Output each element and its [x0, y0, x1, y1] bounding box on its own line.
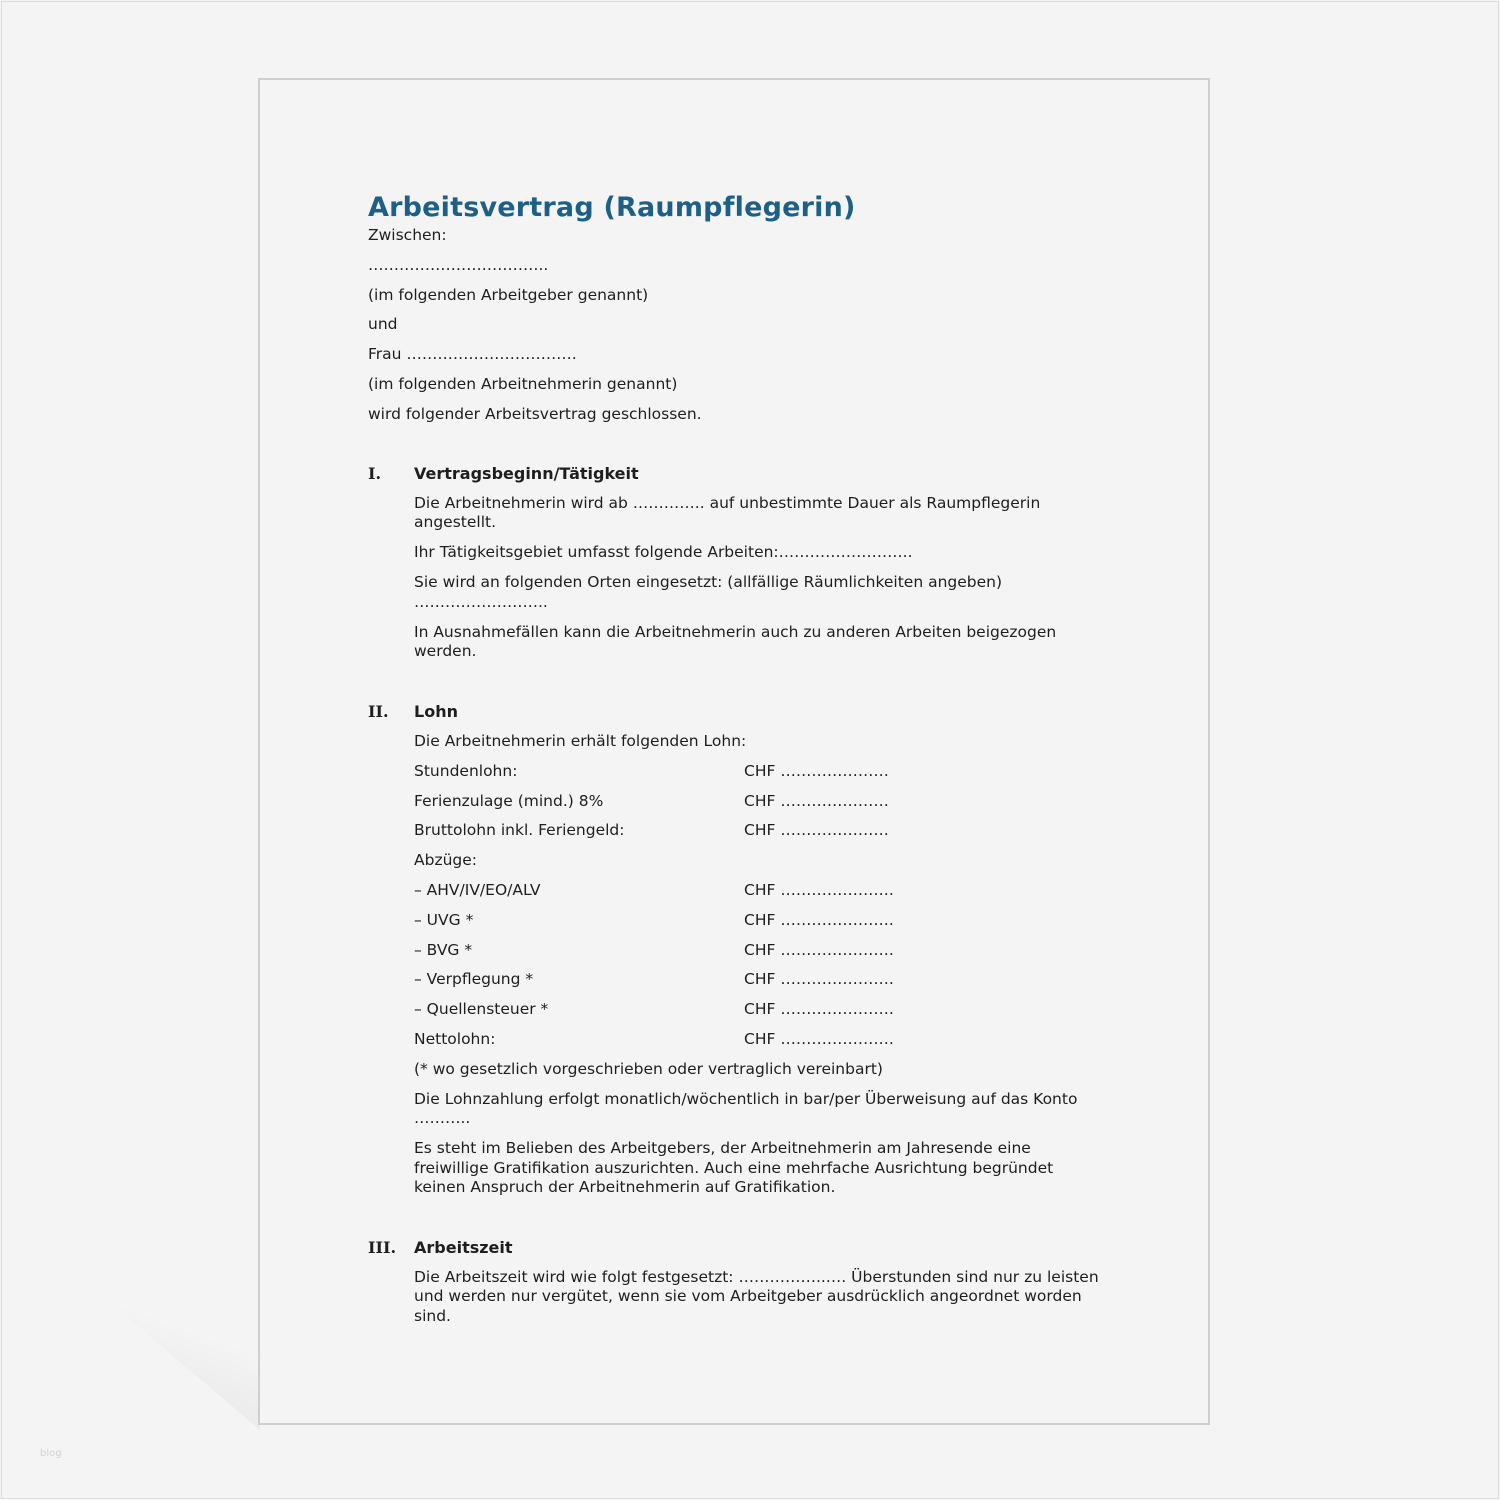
paragraph: In Ausnahmefällen kann die Arbeitnehmerin auch zu anderen Arbeiten beigezogen werden.: [414, 622, 1057, 661]
paragraph: Die Arbeitnehmerin wird ab ………….. auf unbestimmte Dauer als Raumpflegerin angestellt.: [414, 493, 1041, 532]
paragraph: Die Arbeitszeit wird wie folgt festgesetzt: ……………..…. Überstunden sind nur zu leisten und werden nur vergütet, wenn sie vom Arbeitgeber ausdrücklich angeordnet worden sind.: [414, 1267, 1099, 1325]
wage-intro: Die Arbeitnehmerin erhält folgenden Lohn:: [414, 731, 747, 750]
section-number: I.: [368, 463, 382, 483]
section-title: Arbeitszeit: [414, 1237, 513, 1257]
wage-value: CHF …………………: [744, 821, 889, 840]
page-curl-shadow: [90, 1260, 260, 1430]
paragraph: Es steht im Belieben des Arbeitgebers, der Arbeitnehmerin am Jahresende eine freiwillige Gratifikation auszurichten. Auch eine mehrfache Ausrichtung begründet keinen Anspruch der Arbeitnehmerin auf Gratifikation.: [414, 1139, 1054, 1197]
wage-label: Abzüge:: [414, 851, 477, 870]
wage-row: [414, 851, 1108, 871]
paragraph: Ihr Tätigkeitsgebiet umfasst folgende Arbeiten:……………………..: [414, 543, 913, 562]
document-content: [368, 190, 1108, 1337]
section-body: [414, 494, 1108, 662]
wage-row: [414, 821, 1108, 841]
section-title: Lohn: [414, 701, 458, 721]
employer-note: (im folgenden Arbeitgeber genannt): [368, 285, 649, 304]
section-title: Vertragsbeginn/Tätigkeit: [414, 463, 639, 483]
wage-label: – UVG *: [414, 910, 474, 929]
wage-row: [414, 881, 1108, 901]
wage-label: Stundenlohn:: [414, 761, 518, 780]
wage-value: CHF …………………: [744, 791, 889, 810]
wage-footnote: (* wo gesetzlich vorgeschrieben oder vertraglich vereinbart): [414, 1059, 883, 1078]
employer-blank: ……………………………..: [368, 255, 549, 274]
section-lohn: [368, 702, 1108, 1198]
wage-label: – AHV/IV/EO/ALV: [414, 880, 541, 899]
intro-closing: wird folgender Arbeitsvertrag geschlossen.: [368, 404, 702, 423]
section-number: III.: [368, 1237, 397, 1257]
wage-row: [414, 1000, 1108, 1020]
wage-label: Nettolohn:: [414, 1029, 496, 1048]
wage-value: CHF ………………….: [744, 1000, 894, 1019]
wage-label: – Quellensteuer *: [414, 1000, 549, 1019]
document-title: Arbeitsvertrag (Raumpflegerin): [368, 192, 856, 223]
document-page: [258, 78, 1210, 1425]
section-number: II.: [368, 701, 389, 721]
wage-label: – BVG *: [414, 940, 473, 959]
wage-value: CHF ………………….: [744, 940, 894, 959]
contract-parties: [368, 226, 1108, 424]
wage-label: Ferienzulage (mind.) 8%: [414, 791, 604, 810]
section-vertragsbeginn: [368, 464, 1108, 662]
watermark: blog: [40, 1448, 62, 1459]
section-arbeitszeit: [368, 1238, 1108, 1327]
wage-row: [414, 911, 1108, 931]
wage-label: – Verpflegung *: [414, 970, 534, 989]
wage-value: CHF ………………….: [744, 880, 894, 899]
wage-row: [414, 970, 1108, 990]
wage-label: Bruttolohn inkl. Feriengeld:: [414, 821, 625, 840]
wage-row: [414, 1030, 1108, 1050]
intro-between: Zwischen:: [368, 226, 447, 244]
employee-blank: Frau ……………………………: [368, 345, 577, 364]
section-heading: [368, 1238, 1108, 1258]
wage-row: [414, 941, 1108, 961]
section-body: [414, 732, 1108, 1198]
wage-row: [414, 792, 1108, 812]
wage-value: CHF …………………: [744, 761, 889, 780]
employee-note: (im folgenden Arbeitnehmerin genannt): [368, 374, 678, 393]
wage-row: [414, 762, 1108, 782]
wage-value: CHF ………………….: [744, 1029, 894, 1048]
section-body: [414, 1268, 1108, 1327]
paragraph: Die Lohnzahlung erfolgt monatlich/wöchentlich in bar/per Überweisung auf das Konto ………..: [414, 1089, 1078, 1128]
wage-value: CHF ………………….: [744, 970, 894, 989]
section-heading: [368, 464, 1108, 484]
wage-value: CHF ………………….: [744, 910, 894, 929]
section-heading: [368, 702, 1108, 722]
paragraph: Sie wird an folgenden Orten eingesetzt: (allfällige Räumlichkeiten angeben) ……………………..: [414, 573, 1003, 611]
intro-and: und: [368, 315, 398, 334]
